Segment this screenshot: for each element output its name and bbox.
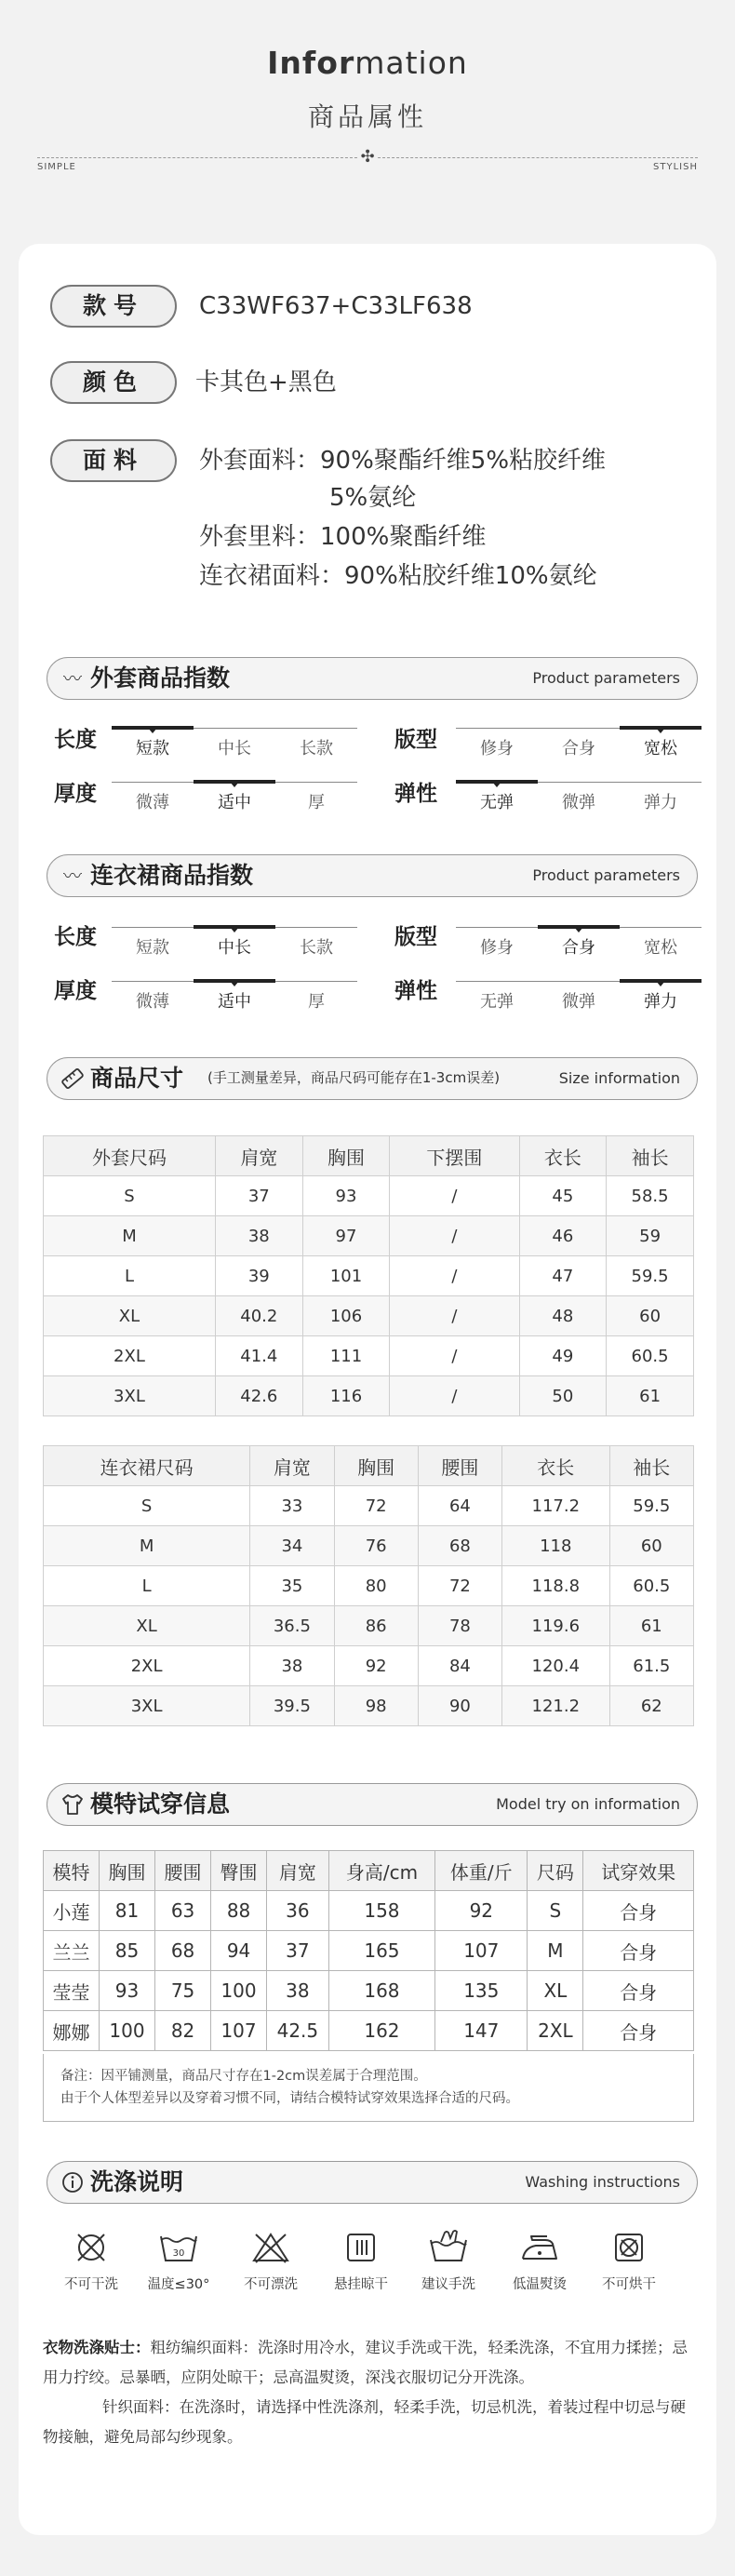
table-cell: 40.2 <box>215 1296 302 1336</box>
no-dry-clean-item <box>48 2229 134 2293</box>
wash-label: 悬挂晾干 <box>334 2277 388 2292</box>
sku-label: 款号 <box>50 285 177 328</box>
table-cell: 36 <box>267 1891 329 1931</box>
section-title: 连衣裙商品指数 <box>90 862 254 889</box>
info-icon <box>60 2170 85 2194</box>
scale-option: 合身 <box>562 739 595 758</box>
scale-marker <box>574 927 583 932</box>
table-cell: 合身 <box>583 1931 694 1971</box>
index-label: 弹性 <box>394 782 437 806</box>
table-cell: 98 <box>334 1686 418 1726</box>
table-cell: 莹莹 <box>44 1971 100 2011</box>
wash-label: 不可烘干 <box>602 2277 656 2292</box>
table-header-row <box>44 1851 694 1891</box>
scale-option: 合身 <box>562 938 595 958</box>
table-row <box>44 1526 694 1566</box>
table-row <box>44 1216 694 1256</box>
stretch-scale <box>456 981 702 1012</box>
title-light: mation <box>354 45 468 81</box>
section-title: 商品尺寸 <box>90 1065 184 1092</box>
table-cell: 121.2 <box>502 1686 610 1726</box>
fabric-line: 外套里料：100%聚酯纤维 <box>199 523 487 551</box>
length-scale <box>112 927 357 958</box>
index-label: 弹性 <box>394 979 437 1003</box>
section-title: 洗涤说明 <box>90 2168 184 2195</box>
table-row <box>44 1566 694 1606</box>
table-cell: 92 <box>435 1891 528 1931</box>
table-cell: XL <box>44 1606 250 1646</box>
index-label: 厚度 <box>54 979 97 1003</box>
table-header-cell: 胸围 <box>100 1851 155 1891</box>
table-cell: S <box>44 1486 250 1526</box>
table-row <box>44 2011 694 2051</box>
index-label: 长度 <box>54 728 97 752</box>
table-header-cell: 试穿效果 <box>583 1851 694 1891</box>
table-cell: 92 <box>334 1646 418 1686</box>
table-cell: M <box>44 1216 216 1256</box>
table-row <box>44 1646 694 1686</box>
table-cell: 61 <box>607 1376 694 1416</box>
table-cell: 60.5 <box>609 1566 693 1606</box>
table-cell: 39 <box>215 1256 302 1296</box>
section-subtitle: Size information <box>558 1069 680 1087</box>
scale-option: 厚 <box>308 992 325 1012</box>
fabric-line: 5%氨纶 <box>329 484 417 512</box>
page-title <box>0 45 735 81</box>
wash-label: 不可漂洗 <box>244 2277 298 2292</box>
wash-header <box>47 2161 698 2204</box>
section-title: 外套商品指数 <box>90 664 231 691</box>
table-cell: 50 <box>519 1376 607 1416</box>
table-header-cell: 下摆围 <box>390 1136 519 1176</box>
page-subtitle: 商品属性 <box>307 101 427 132</box>
tips-text: 粗纺编织面料：洗涤时用冷水，建议手洗或干洗，轻柔洗涤，不宜用力揉搓；忌用力拧绞。忌暴晒，应阴处晾干；忌高温熨烫，深浅衣服切记分开洗涤。 <box>43 2339 688 2386</box>
table-cell: 48 <box>519 1296 607 1336</box>
scale-option: 微弹 <box>562 793 595 812</box>
thickness-scale <box>112 981 357 1012</box>
table-cell: 3XL <box>44 1376 216 1416</box>
model-header <box>47 1783 698 1826</box>
wash-label: 低温熨烫 <box>513 2277 567 2292</box>
section-subtitle: Product parameters <box>532 669 680 687</box>
table-cell: 2XL <box>44 1646 250 1686</box>
trend-icon: 〰 <box>63 667 82 690</box>
table-cell: 86 <box>334 1606 418 1646</box>
table-cell: 93 <box>302 1176 390 1216</box>
wash-30-icon <box>158 2229 199 2266</box>
table-cell: / <box>390 1296 519 1336</box>
table-header-cell: 袖长 <box>609 1446 693 1486</box>
table-header-cell: 外套尺码 <box>44 1136 216 1176</box>
index-label: 长度 <box>54 925 97 949</box>
table-cell: 61 <box>609 1606 693 1646</box>
scale-option: 长款 <box>300 739 333 758</box>
table-row <box>44 1686 694 1726</box>
length-scale <box>112 728 357 756</box>
scale-option: 中长 <box>218 739 251 758</box>
table-cell: 68 <box>418 1526 501 1566</box>
table-cell: 78 <box>418 1606 501 1646</box>
table-cell: 119.6 <box>502 1606 610 1646</box>
table-cell: / <box>390 1256 519 1296</box>
table-cell: 47 <box>519 1256 607 1296</box>
no-bleach-icon <box>250 2229 291 2266</box>
scale-marker <box>492 782 501 787</box>
table-cell: 165 <box>328 1931 435 1971</box>
hand-wash-icon <box>428 2229 469 2266</box>
scale-marker <box>656 728 665 733</box>
table-cell: 81 <box>100 1891 155 1931</box>
table-cell: 85 <box>100 1931 155 1971</box>
color-label: 颜色 <box>50 361 177 404</box>
wash-30-item <box>136 2229 221 2293</box>
table-cell: 100 <box>211 1971 267 2011</box>
table-header-cell: 腰围 <box>418 1446 501 1486</box>
table-cell: 80 <box>334 1566 418 1606</box>
trend-icon: 〰 <box>63 865 82 887</box>
content-card <box>19 244 716 2535</box>
size-note: (手工测量差异，商品尺码可能存在1-3cm误差) <box>207 1069 501 1086</box>
scale-option: 弹力 <box>644 793 677 812</box>
table-row <box>44 1296 694 1336</box>
right-tag: STYLISH <box>653 162 698 172</box>
table-cell: 38 <box>250 1646 334 1686</box>
table-cell: 59.5 <box>607 1256 694 1296</box>
table-cell: 45 <box>519 1176 607 1216</box>
scale-option: 微薄 <box>136 992 169 1012</box>
index-label: 版型 <box>394 925 437 949</box>
table-header-cell: 肩宽 <box>215 1136 302 1176</box>
scale-option: 无弹 <box>480 793 514 812</box>
table-header-cell: 尺码 <box>528 1851 583 1891</box>
table-header-cell: 连衣裙尺码 <box>44 1446 250 1486</box>
table-cell: 37 <box>215 1176 302 1216</box>
scale-option: 微薄 <box>136 793 169 812</box>
scale-option: 微弹 <box>562 992 595 1012</box>
note-line: 由于个人体型差异以及穿着习惯不同，请结合模特试穿效果选择合适的尺码。 <box>60 2091 519 2106</box>
table-cell: 101 <box>302 1256 390 1296</box>
table-cell: 36.5 <box>250 1606 334 1646</box>
table-row <box>44 1336 694 1376</box>
hang-dry-icon <box>342 2229 380 2266</box>
table-cell: / <box>390 1216 519 1256</box>
scale-option: 短款 <box>136 938 169 958</box>
fabric-label: 面料 <box>50 439 177 482</box>
table-cell: 兰兰 <box>44 1931 100 1971</box>
table-header-row <box>44 1136 694 1176</box>
table-cell: 118.8 <box>502 1566 610 1606</box>
table-cell: 111 <box>302 1336 390 1376</box>
table-row <box>44 1486 694 1526</box>
crosshair-icon: ✣ <box>357 147 378 168</box>
scale-option: 无弹 <box>480 992 514 1012</box>
table-cell: 120.4 <box>502 1646 610 1686</box>
wash-label: 建议手洗 <box>421 2277 475 2292</box>
table-row <box>44 1931 694 1971</box>
tips-paragraph <box>43 2333 699 2393</box>
index-label: 版型 <box>394 728 437 752</box>
table-row <box>44 1891 694 1931</box>
fabric-line: 外套面料：90%聚酯纤维5%粘胶纤维 <box>199 447 607 475</box>
table-cell: 合身 <box>583 1891 694 1931</box>
table-cell: / <box>390 1336 519 1376</box>
table-cell: 38 <box>215 1216 302 1256</box>
table-cell: 42.6 <box>215 1376 302 1416</box>
table-cell: 60.5 <box>607 1336 694 1376</box>
table-cell: 41.4 <box>215 1336 302 1376</box>
table-cell: 162 <box>328 2011 435 2051</box>
table-row <box>44 1256 694 1296</box>
table-cell: 63 <box>155 1891 211 1931</box>
table-cell: L <box>44 1566 250 1606</box>
table-cell: 38 <box>267 1971 329 2011</box>
table-cell: L <box>44 1256 216 1296</box>
table-cell: 84 <box>418 1646 501 1686</box>
no-tumble-dry-icon <box>610 2229 648 2266</box>
scale-option: 长款 <box>300 938 333 958</box>
section-subtitle: Washing instructions <box>525 2173 680 2191</box>
fit-scale <box>456 728 702 756</box>
hand-wash-item <box>406 2229 491 2293</box>
scale-marker <box>230 782 239 787</box>
table-cell: 64 <box>418 1486 501 1526</box>
table-cell: 76 <box>334 1526 418 1566</box>
table-cell: 39.5 <box>250 1686 334 1726</box>
table-cell: 107 <box>211 2011 267 2051</box>
tips-heading: 衣物洗涤贴士： <box>43 2339 151 2356</box>
tips-paragraph: 针织面料：在洗涤时，请选择中性洗涤剂，轻柔手洗，切忌机洗，着装过程中切忌与硬物接触，避免局部勾纱现象。 <box>43 2398 686 2446</box>
fabric-line: 连衣裙面料：90%粘胶纤维10%氨纶 <box>199 562 597 590</box>
dress-size-table <box>43 1445 694 1726</box>
section-subtitle: Model try on information <box>496 1795 680 1813</box>
table-cell: S <box>44 1176 216 1216</box>
table-cell: 60 <box>607 1296 694 1336</box>
table-header-cell: 肩宽 <box>250 1446 334 1486</box>
table-cell: 135 <box>435 1971 528 2011</box>
table-cell: 94 <box>211 1931 267 1971</box>
table-cell: 35 <box>250 1566 334 1606</box>
no-dry-clean-icon <box>73 2229 110 2266</box>
dress-index-header <box>47 854 698 897</box>
table-cell: 100 <box>100 2011 155 2051</box>
section-subtitle: Product parameters <box>532 866 680 884</box>
fit-scale <box>456 927 702 958</box>
table-header-cell: 袖长 <box>607 1136 694 1176</box>
table-header-cell: 臀围 <box>211 1851 267 1891</box>
scale-option: 修身 <box>480 938 514 958</box>
note-line: 备注：因平铺测量，商品尺寸存在1-2cm误差属于合理范围。 <box>60 2069 427 2084</box>
table-header-cell: 模特 <box>44 1851 100 1891</box>
table-row <box>44 1606 694 1646</box>
no-tumble-dry-item <box>586 2229 672 2293</box>
table-cell: 42.5 <box>267 2011 329 2051</box>
size-header <box>47 1057 698 1100</box>
color-value: 卡其色+黑色 <box>195 369 337 396</box>
scale-marker <box>230 927 239 932</box>
table-cell: 72 <box>418 1566 501 1606</box>
hang-dry-item <box>318 2229 404 2293</box>
table-cell: 62 <box>609 1686 693 1726</box>
table-cell: M <box>44 1526 250 1566</box>
table-cell: XL <box>528 1971 583 2011</box>
scale-marker <box>148 728 157 733</box>
table-header-cell: 体重/斤 <box>435 1851 528 1891</box>
scale-option: 适中 <box>218 793 251 812</box>
table-cell: / <box>390 1376 519 1416</box>
model-note <box>43 2054 694 2122</box>
table-cell: 106 <box>302 1296 390 1336</box>
table-cell: 88 <box>211 1891 267 1931</box>
table-row <box>44 1971 694 2011</box>
model-table <box>43 1850 694 2051</box>
low-iron-icon <box>519 2229 560 2266</box>
index-label: 厚度 <box>54 782 97 806</box>
scale-option: 宽松 <box>644 938 677 958</box>
table-cell: M <box>528 1931 583 1971</box>
table-cell: 59 <box>607 1216 694 1256</box>
table-cell: 117.2 <box>502 1486 610 1526</box>
table-cell: 116 <box>302 1376 390 1416</box>
table-cell: 合身 <box>583 1971 694 2011</box>
tshirt-icon <box>60 1792 85 1817</box>
table-cell: 59.5 <box>609 1486 693 1526</box>
table-cell: 61.5 <box>609 1646 693 1686</box>
table-cell: 82 <box>155 2011 211 2051</box>
table-cell: XL <box>44 1296 216 1336</box>
jacket-index-header <box>47 657 698 700</box>
wash-tips <box>43 2333 699 2452</box>
table-header-cell: 胸围 <box>302 1136 390 1176</box>
table-cell: 118 <box>502 1526 610 1566</box>
table-cell: 90 <box>418 1686 501 1726</box>
table-cell: 93 <box>100 1971 155 2011</box>
table-cell: 60 <box>609 1526 693 1566</box>
scale-option: 短款 <box>136 739 169 758</box>
jacket-size-table <box>43 1135 694 1416</box>
section-title: 模特试穿信息 <box>90 1791 231 1818</box>
table-cell: 46 <box>519 1216 607 1256</box>
scale-option: 厚 <box>308 793 325 812</box>
table-header-cell: 身高/cm <box>328 1851 435 1891</box>
table-header-cell: 腰围 <box>155 1851 211 1891</box>
table-header-cell: 胸围 <box>334 1446 418 1486</box>
sku-value: C33WF637+C33LF638 <box>199 292 473 320</box>
table-row <box>44 1376 694 1416</box>
table-cell: 75 <box>155 1971 211 2011</box>
table-cell: 97 <box>302 1216 390 1256</box>
thickness-scale <box>112 782 357 810</box>
left-tag: SIMPLE <box>37 162 76 172</box>
table-cell: 娜娜 <box>44 2011 100 2051</box>
table-cell: 34 <box>250 1526 334 1566</box>
scale-option: 宽松 <box>644 739 677 758</box>
table-cell: 合身 <box>583 2011 694 2051</box>
scale-marker <box>230 981 239 986</box>
table-cell: 58.5 <box>607 1176 694 1216</box>
table-cell: 158 <box>328 1891 435 1931</box>
table-row <box>44 1176 694 1216</box>
table-cell: 37 <box>267 1931 329 1971</box>
scale-option: 修身 <box>480 739 514 758</box>
title-bold: Infor <box>267 45 355 81</box>
scale-option: 适中 <box>218 992 251 1012</box>
table-header-cell: 衣长 <box>519 1136 607 1176</box>
wash-temp: 30 <box>172 2248 185 2259</box>
table-header-cell: 肩宽 <box>267 1851 329 1891</box>
table-cell: 2XL <box>44 1336 216 1376</box>
table-header-row <box>44 1446 694 1486</box>
table-header-cell: 衣长 <box>502 1446 610 1486</box>
wash-label: 温度≤30° <box>147 2277 210 2292</box>
table-cell: 33 <box>250 1486 334 1526</box>
no-bleach-item <box>228 2229 314 2293</box>
table-cell: 168 <box>328 1971 435 2011</box>
ruler-icon <box>60 1067 85 1091</box>
scale-option: 中长 <box>218 938 251 958</box>
scale-marker <box>656 981 665 986</box>
table-cell: 2XL <box>528 2011 583 2051</box>
table-cell: 小莲 <box>44 1891 100 1931</box>
table-cell: 147 <box>435 2011 528 2051</box>
wash-label: 不可干洗 <box>64 2277 118 2292</box>
scale-option: 弹力 <box>644 992 677 1012</box>
table-cell: 107 <box>435 1931 528 1971</box>
low-iron-item <box>497 2229 582 2293</box>
table-cell: 72 <box>334 1486 418 1526</box>
table-cell: 68 <box>155 1931 211 1971</box>
table-cell: 49 <box>519 1336 607 1376</box>
table-cell: 3XL <box>44 1686 250 1726</box>
stretch-scale <box>456 782 702 810</box>
table-cell: S <box>528 1891 583 1931</box>
table-cell: / <box>390 1176 519 1216</box>
